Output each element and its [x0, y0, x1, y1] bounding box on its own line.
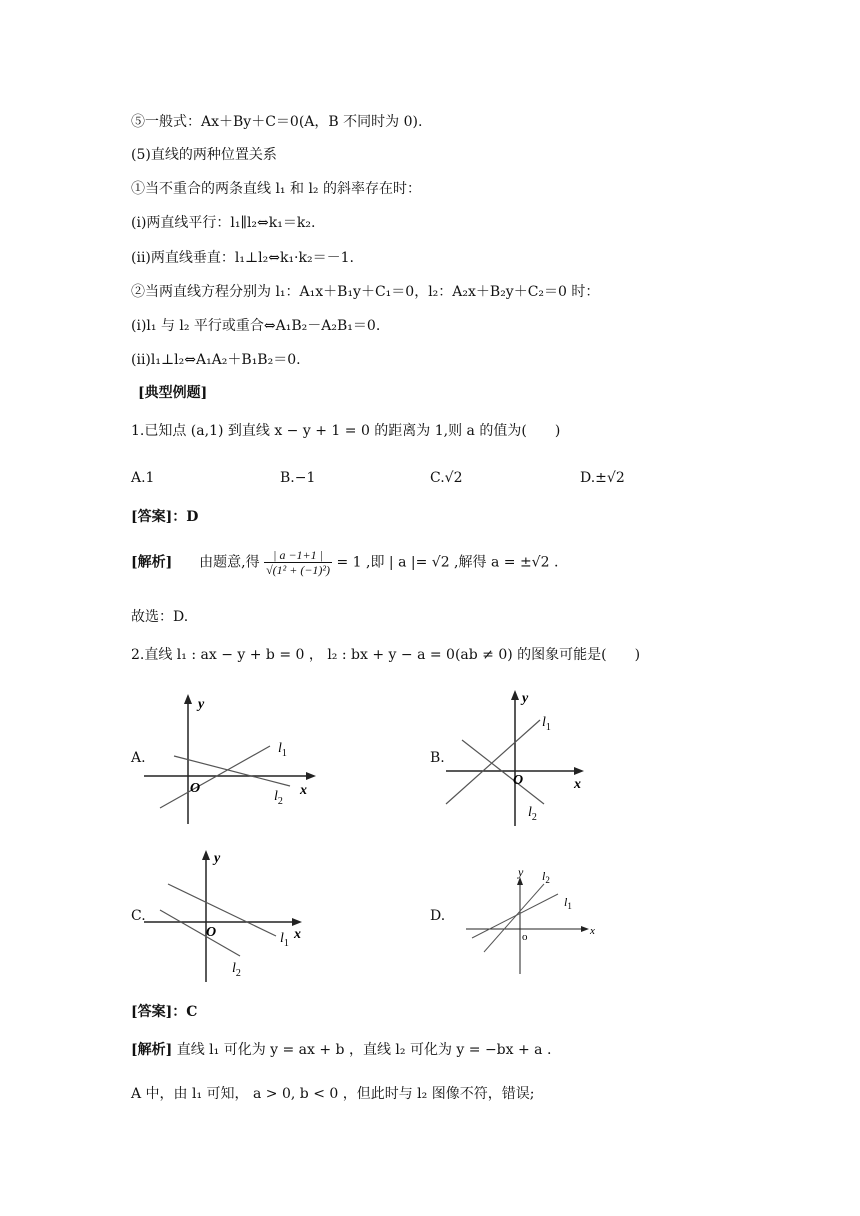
graph-b-l2-label: $l_2$ [528, 805, 537, 823]
q1-option-c: C.√2 [430, 470, 463, 486]
section-5-heading: (5)直线的两种位置关系 [131, 147, 277, 163]
q2-analysis-option-a: A 中，由 l₁ 可知， a > 0, b < 0 ，但此时与 l₂ 图像不符，错误; [131, 1086, 535, 1102]
q2-answer-value: C [186, 1004, 198, 1020]
graph-a-l1-label: $l_1$ [278, 741, 287, 759]
q1-answer-value: D [186, 509, 199, 525]
q2-graph-c [142, 844, 317, 986]
q1-option-d: D.±√2 [580, 470, 625, 486]
graph-b-y-arrow-icon [511, 690, 519, 700]
q1-analysis-pre: 由题意,得 [199, 554, 260, 571]
parallel-rule-line: (i)两直线平行：l₁∥l₂⇔k₁＝k₂. [131, 215, 316, 231]
q2-graph-d [462, 860, 602, 980]
graph-c-l2-label: $l_2$ [232, 961, 241, 979]
q1-answer [131, 507, 198, 527]
graph-c-line-l1 [168, 884, 276, 936]
graph-d-x-label: x [590, 925, 595, 937]
graph-b-line-l2 [462, 740, 544, 804]
q2-option-a-label: A. [131, 750, 146, 766]
graph-c-line-l2 [160, 910, 240, 956]
graph-c-l1-label: $l_1$ [280, 931, 289, 949]
q2-answer-label: [答案]： [131, 1004, 187, 1020]
q2-option-b-label: B. [430, 750, 445, 766]
graph-d-origin-label: o [522, 931, 528, 943]
graph-b-x-arrow-icon [574, 767, 584, 775]
q1-conclusion: 故选：D. [131, 609, 189, 625]
graph-b-line-l1 [446, 720, 540, 804]
q2-analysis [131, 1040, 551, 1060]
graph-a-y-label: y [198, 697, 205, 712]
graph-d-line-l1 [472, 894, 558, 938]
graph-d-l2-label: $l_2$ [542, 869, 550, 885]
graph-a-x-arrow-icon [306, 772, 316, 780]
graph-c-x-label: x [294, 927, 301, 942]
perpendicular-general-line: (ii)l₁⊥l₂⇔A₁A₂＋B₁B₂＝0. [131, 352, 301, 368]
general-form-line: ⑤一般式：Ax＋By＋C＝0(A，B 不同时为 0). [131, 114, 423, 130]
q1-fraction-numerator: | a −1+1 | [264, 548, 332, 563]
q1-fraction-denominator: √(1² + (−1)²) [266, 563, 331, 577]
q1-option-a: A.1 [131, 470, 155, 486]
graph-c-origin-label: O [206, 925, 217, 940]
examples-section-title: [典型例题] [138, 385, 208, 401]
graph-a-origin-label: O [190, 781, 201, 796]
q2-stem: 2.直线 l₁ : ax − y + b = 0 ， l₂ : bx + y − a = 0(ab ≠ 0) 的图象可能是( ) [131, 647, 641, 663]
parallel-or-coincident-line: (i)l₁ 与 l₂ 平行或重合⇔A₁B₂－A₂B₁＝0. [131, 318, 381, 334]
general-equation-condition-line: ②当两直线方程分别为 l₁：A₁x＋B₁y＋C₁＝0，l₂：A₂x＋B₂y＋C₂＝0 时： [131, 284, 600, 300]
graph-d-y-label: y [518, 865, 524, 879]
q2-graph-b [440, 684, 590, 832]
graph-d-l1-label: $l_1$ [564, 895, 572, 911]
graph-c-x-arrow-icon [292, 918, 302, 926]
graph-b-y-label: y [522, 691, 529, 706]
q2-graph-a [140, 688, 325, 828]
graph-d-x-arrow-icon [581, 926, 589, 932]
graph-c-y-arrow-icon [202, 850, 210, 860]
perpendicular-rule-line: (ii)两直线垂直：l₁⊥l₂⇔k₁·k₂＝－1. [131, 250, 354, 266]
q2-answer [131, 1002, 197, 1022]
q1-distance-fraction [264, 548, 332, 577]
q1-answer-label: [答案]： [131, 509, 187, 525]
q2-analysis-label: [解析] [131, 1042, 173, 1058]
graph-a-x-label: x [300, 783, 307, 798]
q1-analysis-label: [解析] [131, 554, 173, 571]
graph-d-line-l2 [484, 884, 544, 952]
q2-analysis-text: 直线 l₁ 可化为 y = ax + b ，直线 l₂ 可化为 y = −bx + a . [176, 1042, 552, 1058]
slope-condition-line: ①当不重合的两条直线 l₁ 和 l₂ 的斜率存在时： [131, 181, 421, 197]
q2-option-c-label: C. [131, 908, 146, 924]
graph-a-y-arrow-icon [184, 694, 192, 704]
graph-c-y-label: y [214, 851, 221, 866]
graph-b-origin-label: O [513, 773, 524, 788]
q1-option-b: B.−1 [280, 470, 316, 486]
graph-a-l2-label: $l_2$ [274, 789, 283, 807]
q1-analysis-post: = 1 ,即 | a |= √2 ,解得 a = ±√2 . [336, 554, 559, 571]
graph-b-l1-label: $l_1$ [542, 715, 551, 733]
q1-analysis [131, 548, 558, 577]
q2-option-d-label: D. [430, 908, 446, 924]
graph-b-x-label: x [574, 777, 581, 792]
q1-stem: 1.已知点 (a,1) 到直线 x − y + 1 = 0 的距离为 1,则 a 的值为( ) [131, 423, 561, 439]
